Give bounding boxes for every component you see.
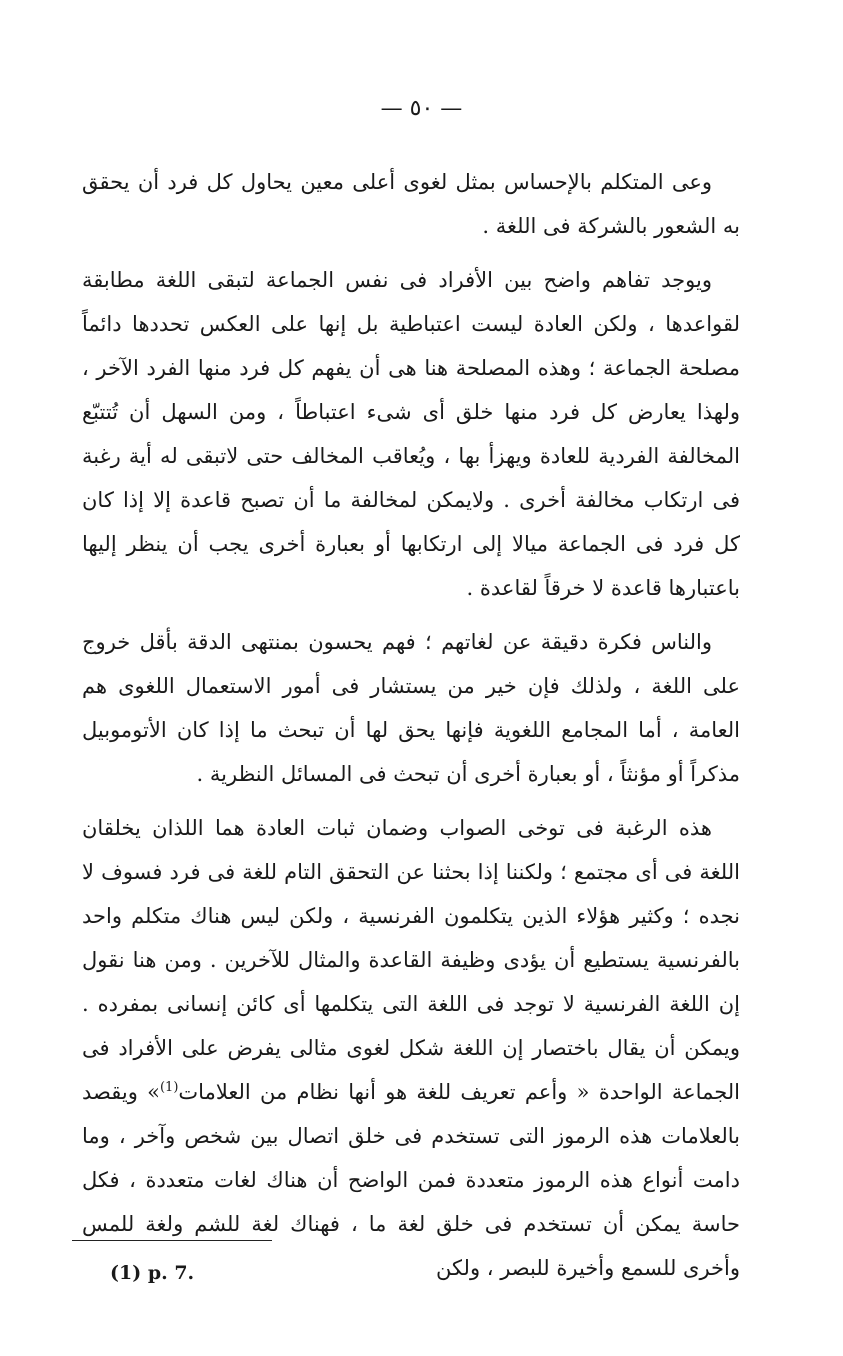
paragraph-4: [82, 806, 740, 1290]
footnote-reference: (1): [159, 1080, 179, 1095]
paragraph-4-text-before: هذه الرغبة فى توخى الصواب وضمان ثبات العادة هما اللذان يخلقان اللغة فى أى مجتمع ؛ ولكننا إذا بحثنا عن التحقق التام للغة فى فرد فسوف لا نجده ؛ وكثير هؤلاء الذين يتكلمون الفرنسية ، ولكن ليس هناك متكلم واحد بالفرنسية يستطيع أن يؤدى وظيفة القاعدة والمثال للآخرين . ومن هنا نقول إن اللغة الفرنسية لا توجد فى اللغة التى يتكلمها أى كائن إنسانى بمفرده . ويمكن أن يقال باختصار إن اللغة شكل لغوى مثالى يفرض على الأفراد فى الجماعة الواحدة « وأعم تعريف للغة هو أنها نظام من العلامات: [82, 816, 740, 1104]
page-number: — ٥٠ —: [380, 96, 463, 121]
paragraph-2: ويوجد تفاهم واضح بين الأفراد فى نفس الجماعة لتبقى اللغة مطابقة لقواعدها ، ولكن العادة ليست اعتباطية بل إنها على العكس تحددها دائماً مصلحة الجماعة ؛ وهذه المصلحة هنا هى أن يفهم كل فرد منها الفرد الآخر ، ولهذا يعارض كل فرد منها خلق أى شىء اعتباطاً ، ومن السهل أن تُتتبّع المخالفة الفردية للعادة ويهزأ بها ، ويُعاقب المخالف حتى لاتبقى له أية رغبة فى ارتكاب مخالفة أخرى . ولايمكن لمخالفة ما أن تصبح قاعدة إلا إذا كان كل فرد فى الجماعة ميالا إلى ارتكابها أو بعبارة أخرى يجب أن ينظر إليها باعتبارها قاعدة لا خرقاً لقاعدة .: [82, 268, 740, 600]
footnote-divider: [72, 1240, 272, 1241]
body-text: [82, 160, 740, 1290]
footnote: (1) p. 7.: [110, 1262, 195, 1284]
paragraph-4-text-after: » ويقصد بالعلامات هذه الرموز التى تستخدم فى خلق اتصال بين شخص وآخر ، وما دامت أنواع هذه الرموز متعددة فمن الواضح أن هناك لغات متعددة ، فكل حاسة يمكن أن تستخدم فى خلق لغة ما ، فهناك لغة للشم ولغة للمس وأخرى للسمع وأخيرة للبصر ، ولكن: [82, 1080, 740, 1280]
paragraph-3: والناس فكرة دقيقة عن لغاتهم ؛ فهم يحسون بمنتهى الدقة بأقل خروج على اللغة ، ولذلك فإن خير من يستشار فى أمور الاستعمال اللغوى هم العامة ، أما المجامع اللغوية فإنها يحق لها أن تبحث ما إذا كان الأتوموبيل مذكراً أو مؤنثاً ، أو بعبارة أخرى أن تبحث فى المسائل النظرية .: [82, 630, 740, 786]
paragraph-1: وعى المتكلم بالإحساس بمثل لغوى أعلى معين يحاول كل فرد أن يحقق به الشعور بالشركة فى اللغة .: [82, 170, 740, 238]
